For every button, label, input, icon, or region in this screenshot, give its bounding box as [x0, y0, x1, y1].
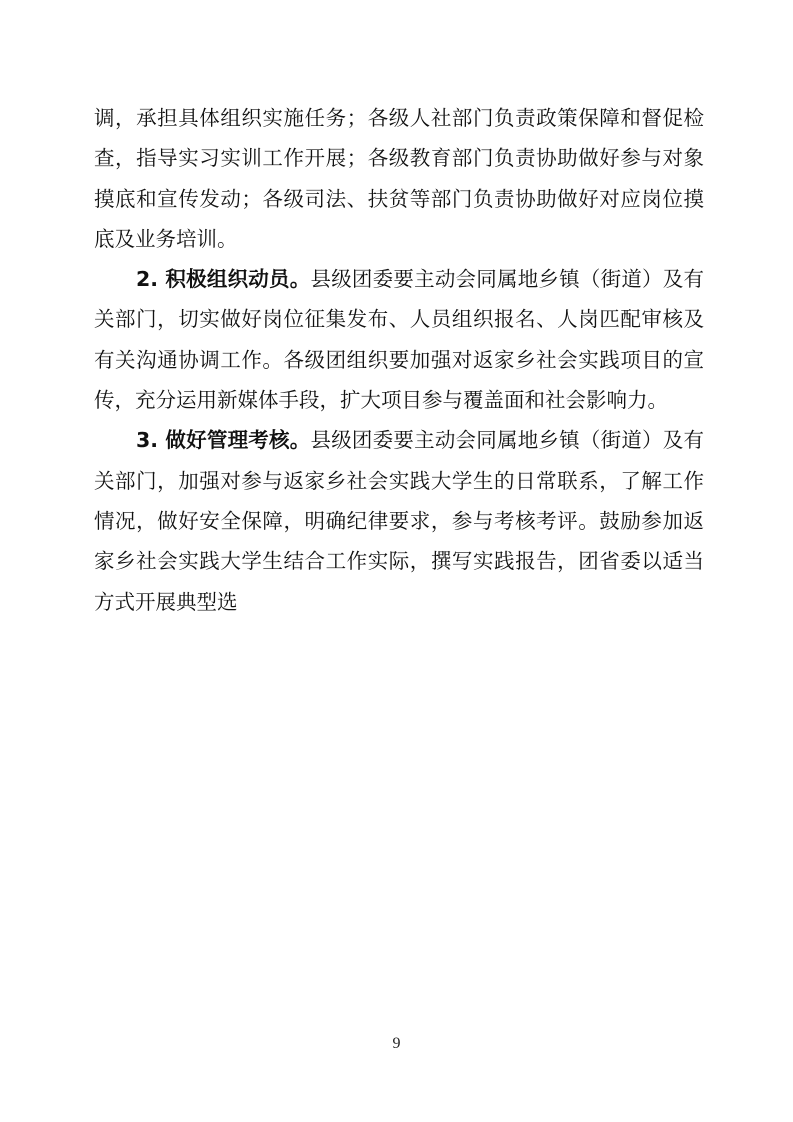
paragraph-heading: 2. 积极组织动员。	[136, 267, 311, 292]
body-text	[94, 98, 704, 622]
paragraph-continuation	[94, 98, 704, 259]
page-number: 9	[392, 1035, 401, 1052]
paragraph-heading: 3. 做好管理考核。	[136, 428, 311, 453]
paragraph-management	[94, 420, 704, 621]
paragraph-mobilize	[94, 259, 704, 420]
paragraph-text: 县级团委要主动会同属地乡镇（街道）及有关部门，加强对参与返家乡社会实践大学生的日常联系，了解工作情况，做好安全保障，明确纪律要求，参与考核考评。鼓励参加返家乡社会实践大学生结合工作实际，撰写实践报告，团省委以适当方式开展典型选	[94, 428, 704, 614]
paragraph-text: 调，承担具体组织实施任务；各级人社部门负责政策保障和督促检查，指导实习实训工作开展；各级教育部门负责协助做好参与对象摸底和宣传发动；各级司法、扶贫等部门负责协助做好对应岗位摸底及业务培训。	[94, 106, 704, 251]
paragraph-text: 县级团委要主动会同属地乡镇（街道）及有关部门，切实做好岗位征集发布、人员组织报名、人岗匹配审核及有关沟通协调工作。各级团组织要加强对返家乡社会实践项目的宣传，充分运用新媒体手段，扩大项目参与覆盖面和社会影响力。	[94, 267, 704, 413]
